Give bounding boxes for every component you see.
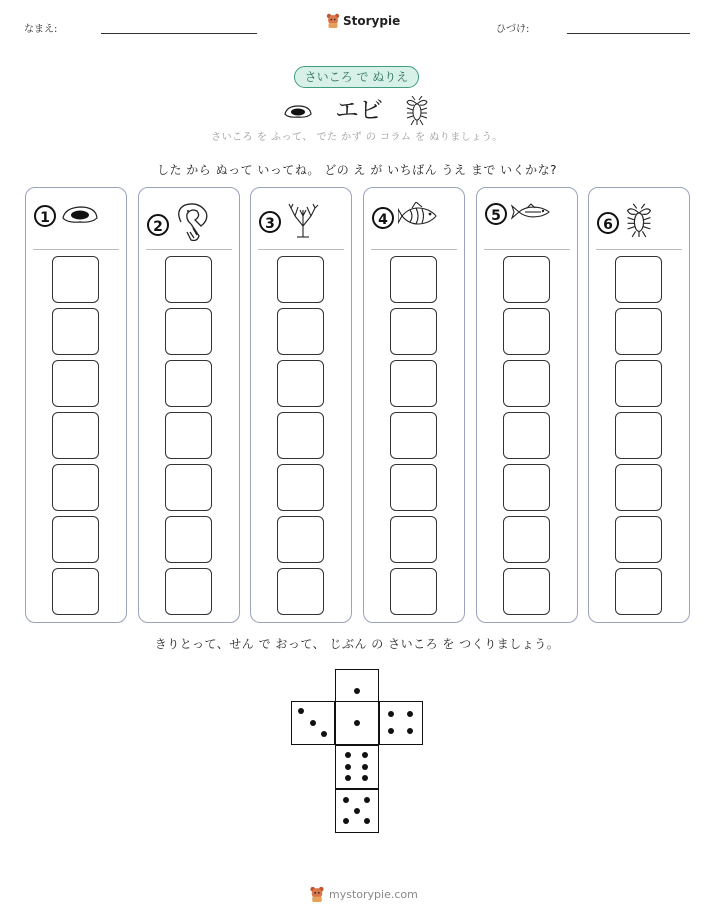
die-face-6 xyxy=(335,745,379,789)
die-pip xyxy=(407,728,413,734)
color-box[interactable] xyxy=(52,256,99,303)
brand-name: Storypie xyxy=(343,14,401,28)
coral-icon xyxy=(285,202,321,242)
die-face-3 xyxy=(291,701,335,745)
die-pip xyxy=(345,764,351,770)
column-number: 6 xyxy=(597,212,619,234)
die-pip xyxy=(388,728,394,734)
column-number: 3 xyxy=(259,211,281,233)
die-pip xyxy=(354,688,360,694)
die-pip xyxy=(388,711,394,717)
color-box[interactable] xyxy=(503,516,550,563)
page-title-row xyxy=(0,90,714,126)
rock-icon xyxy=(283,102,313,120)
fish-icon xyxy=(398,202,440,234)
die-pip xyxy=(364,797,370,803)
die-pip xyxy=(298,708,304,714)
color-box[interactable] xyxy=(165,308,212,355)
die-pip xyxy=(407,711,413,717)
instruction-bottom: きりとって、せん で おって、 じぶん の さいころ を つくりましょう。 xyxy=(154,637,560,651)
footer-url: mystorypie.com xyxy=(329,888,418,901)
footer xyxy=(309,886,418,903)
column-2 xyxy=(138,187,240,623)
color-box[interactable] xyxy=(503,256,550,303)
column-1 xyxy=(25,187,127,623)
die-face-4 xyxy=(379,701,423,745)
color-box[interactable] xyxy=(165,256,212,303)
column-divider xyxy=(484,249,570,250)
color-box[interactable] xyxy=(390,412,437,459)
color-box[interactable] xyxy=(52,360,99,407)
column-divider xyxy=(371,249,457,250)
bear-icon xyxy=(326,13,340,29)
color-box[interactable] xyxy=(277,568,324,615)
color-box[interactable] xyxy=(503,464,550,511)
column-header xyxy=(259,202,321,242)
die-pip xyxy=(343,818,349,824)
column-header xyxy=(485,202,551,226)
rock-icon xyxy=(60,202,100,230)
date-line[interactable] xyxy=(567,33,690,34)
die-face-1 xyxy=(335,701,379,745)
die-pip xyxy=(321,731,327,737)
color-box[interactable] xyxy=(52,412,99,459)
column-number: 4 xyxy=(372,207,394,229)
color-box[interactable] xyxy=(390,360,437,407)
color-box[interactable] xyxy=(52,464,99,511)
color-box[interactable] xyxy=(615,464,662,511)
column-number: 5 xyxy=(485,203,507,225)
claw-icon xyxy=(173,202,213,248)
color-box[interactable] xyxy=(615,412,662,459)
color-box[interactable] xyxy=(165,360,212,407)
color-box[interactable] xyxy=(503,360,550,407)
color-box[interactable] xyxy=(503,308,550,355)
column-6 xyxy=(588,187,690,623)
color-box[interactable] xyxy=(615,360,662,407)
color-box[interactable] xyxy=(277,256,324,303)
color-box[interactable] xyxy=(503,568,550,615)
small-fish-icon xyxy=(511,202,551,226)
color-box[interactable] xyxy=(52,308,99,355)
die-face-5 xyxy=(335,789,379,833)
shrimp-icon xyxy=(623,202,655,244)
column-header xyxy=(372,202,440,234)
column-3 xyxy=(250,187,352,623)
die-pip xyxy=(354,720,360,726)
die-pip xyxy=(343,797,349,803)
column-5 xyxy=(476,187,578,623)
die-pip xyxy=(354,808,360,814)
theme-pill: さいころ で ぬりえ xyxy=(294,66,419,88)
column-divider xyxy=(258,249,344,250)
color-box[interactable] xyxy=(615,256,662,303)
shrimp-icon xyxy=(403,96,431,126)
die-pip xyxy=(364,818,370,824)
color-box[interactable] xyxy=(390,256,437,303)
column-header xyxy=(597,202,655,244)
color-box[interactable] xyxy=(615,516,662,563)
die-pip xyxy=(345,752,351,758)
die-pip xyxy=(345,775,351,781)
color-box[interactable] xyxy=(52,516,99,563)
color-box[interactable] xyxy=(165,464,212,511)
instruction-top: した から ぬって いってね。 どの え が いちばん うえ まで いくかな? xyxy=(156,163,558,177)
color-box[interactable] xyxy=(52,568,99,615)
color-box[interactable] xyxy=(165,568,212,615)
name-label: なまえ: xyxy=(24,24,58,35)
color-box[interactable] xyxy=(277,516,324,563)
date-label: ひづけ: xyxy=(496,24,530,35)
brand-logo xyxy=(326,13,400,29)
color-box[interactable] xyxy=(390,568,437,615)
color-box[interactable] xyxy=(277,308,324,355)
color-box[interactable] xyxy=(390,464,437,511)
column-4 xyxy=(363,187,465,623)
column-divider xyxy=(596,249,682,250)
die-pip xyxy=(362,764,368,770)
column-header xyxy=(34,202,100,230)
column-number: 1 xyxy=(34,205,56,227)
die-pip xyxy=(310,720,316,726)
color-box[interactable] xyxy=(615,568,662,615)
column-header xyxy=(147,202,213,248)
die-pip xyxy=(362,752,368,758)
color-box[interactable] xyxy=(390,308,437,355)
color-box[interactable] xyxy=(165,412,212,459)
column-divider xyxy=(146,249,232,250)
color-box[interactable] xyxy=(277,464,324,511)
name-line[interactable] xyxy=(101,33,257,34)
subtitle: さいころ を ふって、 でた かず の コラム を ぬりましょう。 xyxy=(211,132,503,143)
die-pip xyxy=(362,775,368,781)
color-box[interactable] xyxy=(615,308,662,355)
color-box[interactable] xyxy=(277,412,324,459)
bear-icon xyxy=(309,886,325,903)
color-box[interactable] xyxy=(165,516,212,563)
color-box[interactable] xyxy=(390,516,437,563)
color-box[interactable] xyxy=(277,360,324,407)
color-box[interactable] xyxy=(503,412,550,459)
page-title: エビ xyxy=(335,96,383,124)
column-divider xyxy=(33,249,119,250)
column-number: 2 xyxy=(147,214,169,236)
